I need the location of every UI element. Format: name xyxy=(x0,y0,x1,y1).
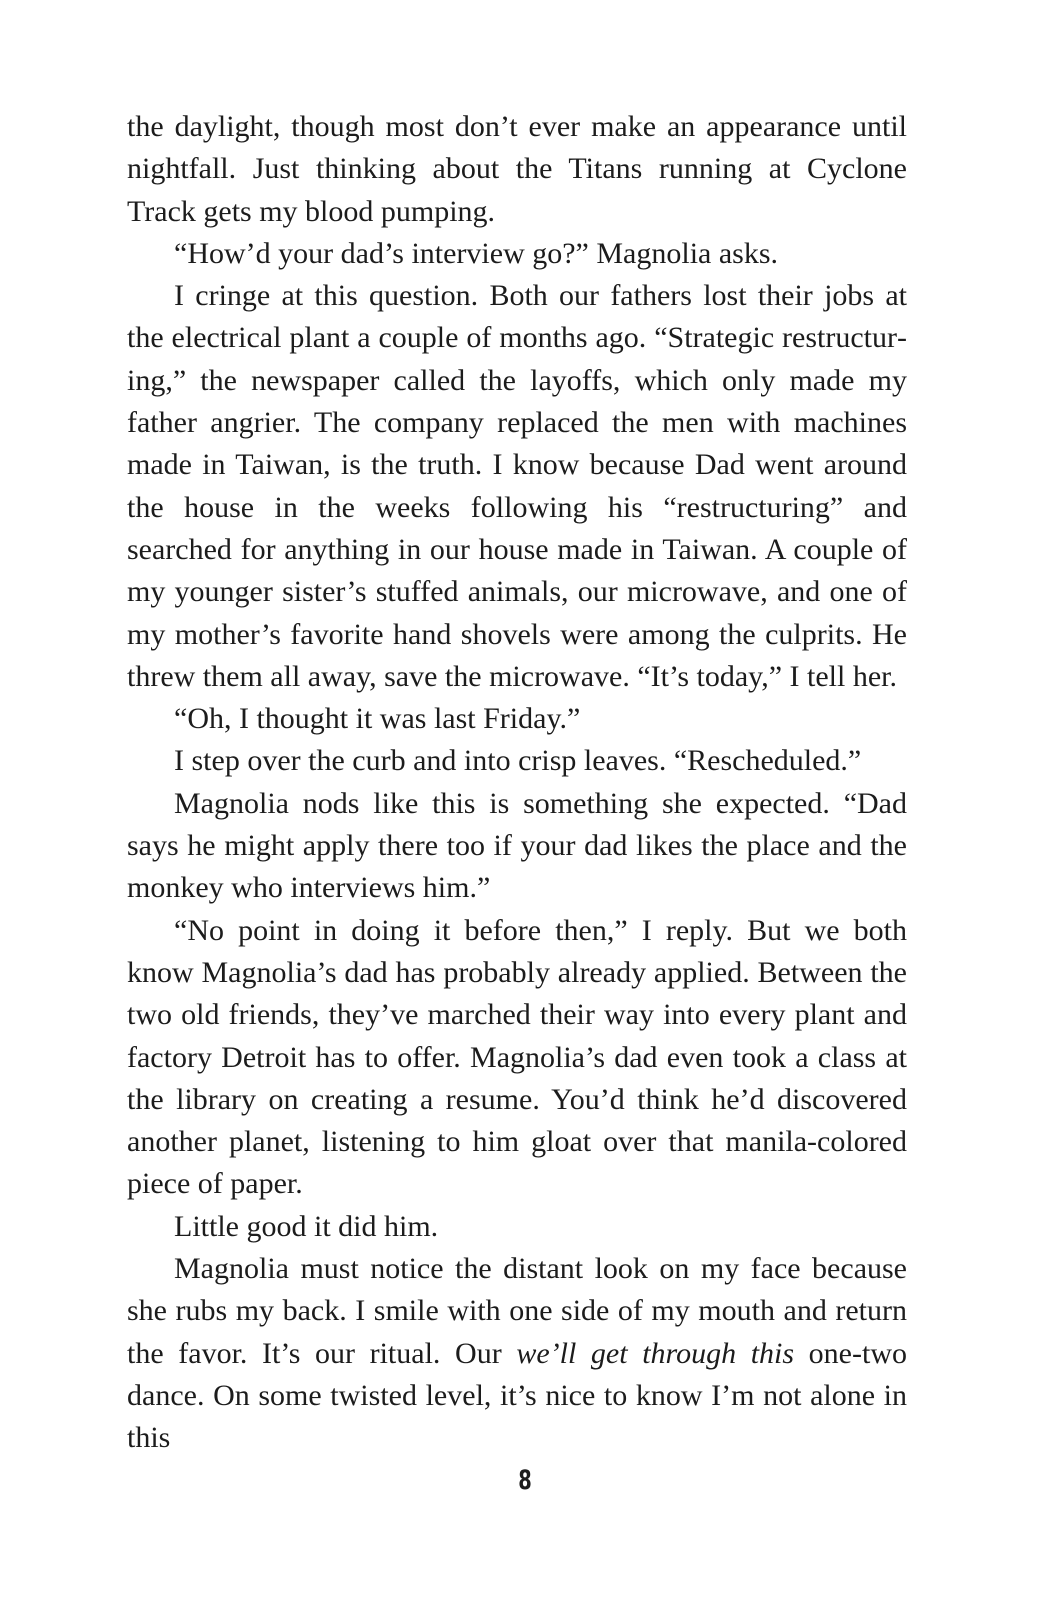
paragraph-3: I cringe at this question. Both our fathers lost their jobs at the electrical plant a couple of months ago. “Strategic restructuring,” the newspaper called the layoffs, which only made my father angrier. The company replaced the men with machines made in Taiwan, is the truth. I know because Dad went around the house in the weeks following his “restructuring” and searched for anything in our house made in Taiwan. A couple of my younger sister’s stuffed animals, our microwave, and one of my mother’s favorite hand shovels were among the culprits. He threw them all away, save the microwave. “It’s today,” I tell her. xyxy=(127,279,907,693)
page-number: 8 xyxy=(518,1465,532,1496)
paragraph-9 xyxy=(127,1248,907,1459)
paragraph-2: “How’d your dad’s interview go?” Magnolia asks. xyxy=(174,236,779,270)
paragraph-9-text-end: one-two dance. On some twisted level, it’s nice to know I’m not alone in this xyxy=(127,1336,907,1455)
paragraph-6: Magnolia nods like this is something she expected. “Dad says he might apply there too if your dad likes the place and the monkey who interviews him.” xyxy=(127,786,907,905)
body-text xyxy=(127,106,907,1460)
paragraph-1: the daylight, though most don’t ever make an appearance until nightfall. Just thinking about the Titans running at Cyclone Track gets my blood pumping. xyxy=(127,110,907,228)
paragraph-4: “Oh, I thought it was last Friday.” xyxy=(174,702,581,736)
italic-phrase: we’ll get through this xyxy=(516,1336,795,1370)
paragraph-8: Little good it did him. xyxy=(174,1209,439,1243)
paragraph-5: I step over the curb and into crisp leaves. “Rescheduled.” xyxy=(174,744,862,778)
paragraph-9-text-start: Magnolia must notice the distant look on my face because she rubs my back. I smile with one side of my mouth and return the favor. It’s our ritual. Our xyxy=(127,1252,907,1370)
paragraph-7: “No point in doing it before then,” I reply. But we both know Magnolia’s dad has probably already applied. Between the two old friends, they’ve marched their way into every plant and factory Detroit has to offer. Magnolia’s dad even took a class at the library on creating a resume. You’d think he’d discovered another planet, listening to him gloat over that manila-colored piece of paper. xyxy=(127,913,907,1201)
